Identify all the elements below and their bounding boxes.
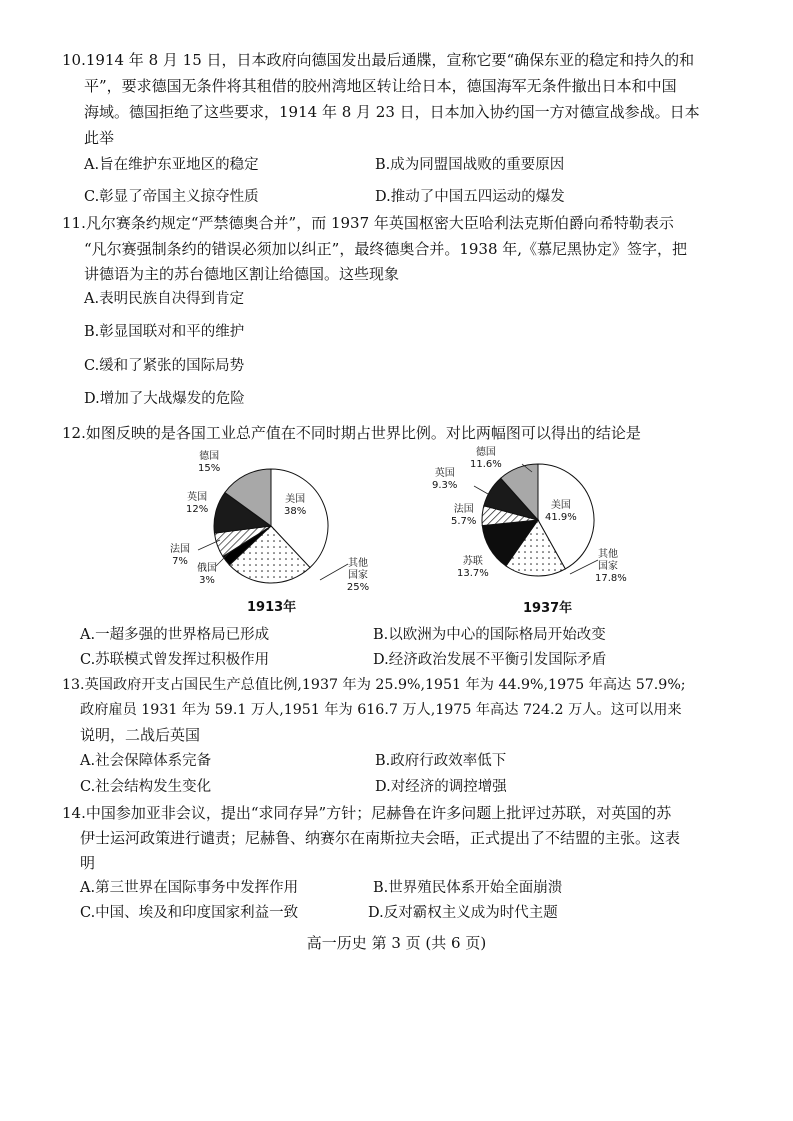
q14-option-c: C.中国、埃及和印度国家利益一致 [80,905,299,921]
q10-option-a: A.旨在维护东亚地区的稳定 [84,157,259,173]
label-1937-germany: 德国 11.6% [470,447,502,470]
leader-lines-1913 [170,520,390,590]
label-1913-russia: 俄国 3% [197,563,217,586]
page-footer: 高一历史 第 3 页 (共 6 页) [306,934,487,952]
q10-line-4: 此举 [84,129,115,147]
q12-option-c: C.苏联模式曾发挥过积极作用 [80,652,270,668]
q14-option-d: D.反对霸权主义成为时代主题 [368,905,558,921]
q10-line-2: 平”，要求德国无条件将其租借的胶州湾地区转让给日本，德国海军无条件撤出日本和中国 [84,77,677,95]
q12-line-1: 12.如图反映的是各国工业总产值在不同时期占世界比例。对比两幅图可以得出的结论是 [62,424,641,442]
q12-option-d: D.经济政治发展不平衡引发国际矛盾 [373,652,607,668]
q10-option-c: C.彰显了帝国主义掠夺性质 [84,189,259,205]
q14-option-a: A.第三世界在国际事务中发挥作用 [80,880,299,896]
q10-option-d: D.推动了中国五四运动的爆发 [375,189,565,205]
q14-line-1: 14.中国参加亚非会议，提出“求同存异”方针；尼赫鲁在许多问题上批评过苏联，对英国的苏 [62,804,672,822]
q11-line-3: 讲德语为主的苏台德地区割让给德国。这些现象 [84,265,400,283]
q10-line-3: 海域。德国拒绝了这些要求，1914 年 8 月 23 日，日本加入协约国一方对德宣战参战。日本 [84,103,700,121]
leader-lines-1937 [440,450,640,580]
year-label-1937: 1937年 [523,601,573,616]
label-1913-usa: 美国 38% [284,494,307,517]
q12-option-a: A.一超多强的世界格局已形成 [80,627,270,643]
q14-option-b: B.世界殖民体系开始全面崩溃 [373,880,563,896]
q11-line-2: “凡尔赛强制条约的错误必须加以纠正”，最终德奥合并。1938 年,《慕尼黑协定》签字，把 [84,240,688,258]
year-label-1913: 1913年 [247,600,297,615]
label-1937-ussr: 苏联 13.7% [457,556,489,579]
q11-option-b: B.彰显国联对和平的维护 [84,324,245,340]
label-1913-germany: 德国 15% [198,451,221,474]
q11-option-a: A.表明民族自决得到肯定 [84,291,245,307]
label-1937-france: 法国 5.7% [451,504,477,527]
label-1937-uk: 英国 9.3% [432,468,458,491]
label-1913-france: 法国 7% [170,544,190,567]
q13-line-2: 政府雇员 1931 年为 59.1 万人,1951 年为 616.7 万人,1975 年高达 724.2 万人。这可以用来 [80,702,682,718]
q14-line-2: 伊士运河政策进行谴责；尼赫鲁、纳赛尔在南斯拉夫会晤，正式提出了不结盟的主张。这表 [80,829,681,847]
q12-option-b: B.以欧洲为中心的国际格局开始改变 [373,627,606,643]
q11-line-1: 11.凡尔赛条约规定“严禁德奥合并”，而 1937 年英国枢密大臣哈利法克斯伯爵向希特勒表示 [62,214,674,232]
q11-option-d: D.增加了大战爆发的危险 [84,391,245,407]
label-1937-others: 其他国家 17.8% [595,549,627,584]
q13-option-b: B.政府行政效率低下 [375,753,507,769]
q13-line-3: 说明，二战后英国 [80,726,201,744]
label-1913-uk: 英国 12% [186,492,209,515]
q14-line-3: 明 [80,854,96,872]
q13-option-d: D.对经济的调控增强 [375,779,507,795]
q13-option-a: A.社会保障体系完备 [80,753,212,769]
label-1913-others: 其他国家 25% [346,558,370,593]
q10-option-b: B.成为同盟国战败的重要原因 [375,157,565,173]
label-1937-usa: 美国 41.9% [545,500,577,523]
q13-option-c: C.社会结构发生变化 [80,779,212,795]
q11-option-c: C.缓和了紧张的国际局势 [84,358,245,374]
q13-line-1: 13.英国政府开支占国民生产总值比例,1937 年为 25.9%,1951 年为 44.9%,1975 年高达 57.9%; [62,677,686,693]
q10-line-1: 10.1914 年 8 月 15 日，日本政府向德国发出最后通牒，宣称它要“确保东亚的稳定和持久的和 [62,51,695,69]
